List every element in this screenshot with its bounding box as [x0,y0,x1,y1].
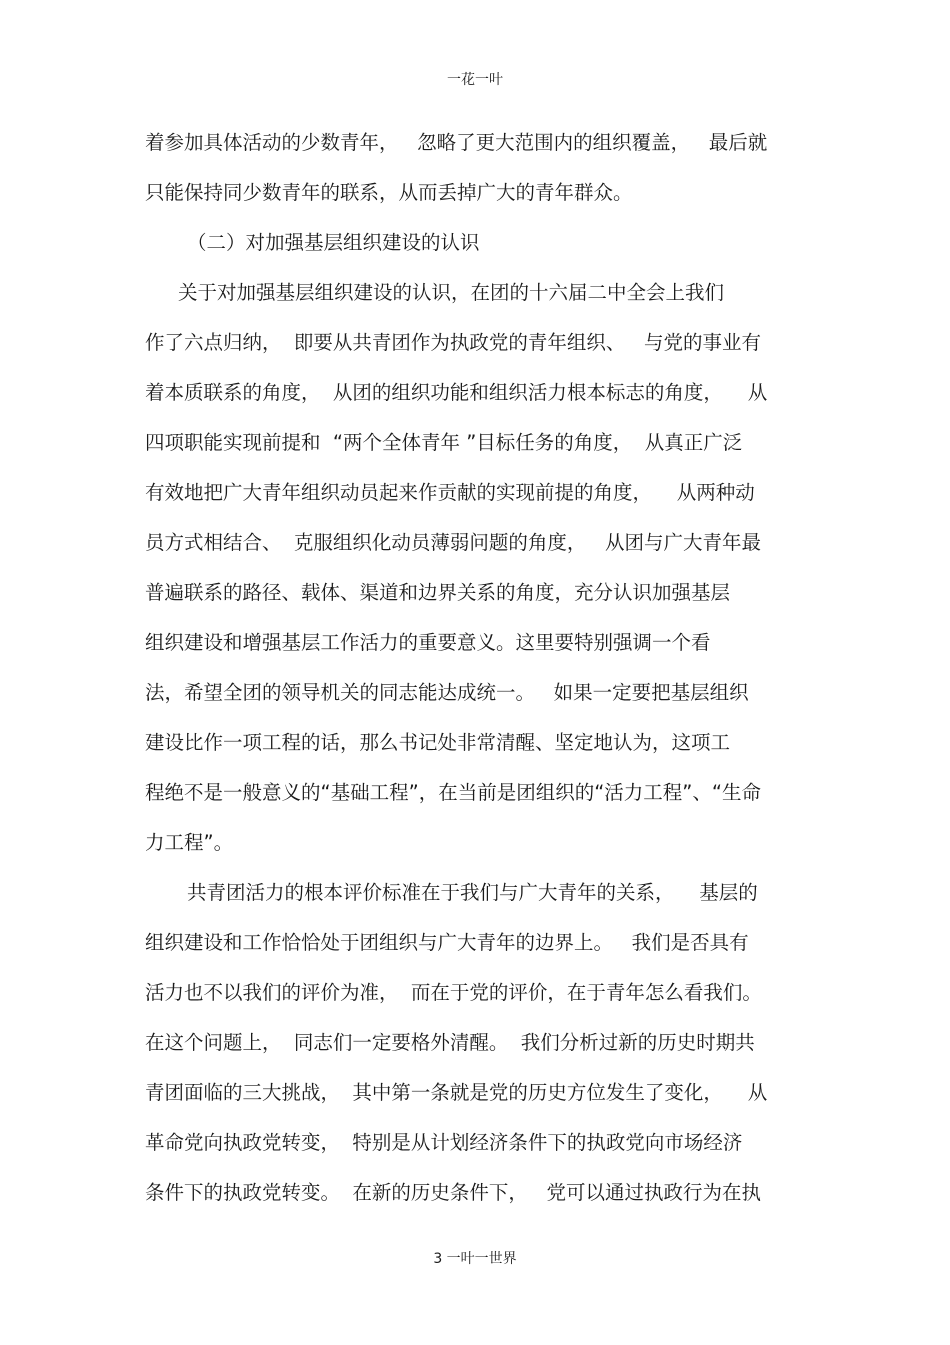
section-heading: （二）对加强基层组织建设的认识 [187,231,480,254]
text-line: 法，希望全团的领导机关的同志能达成统一。 如果一定要把基层组织 [145,681,749,704]
text-line: 着参加具体活动的少数青年， 忽略了更大范围内的组织覆盖， 最后就 [145,131,768,154]
text-line: 条件下的执政党转变。 在新的历史条件下， 党可以通过执政行为在执 [145,1181,761,1204]
text-line: 建设比作一项工程的话，那么书记处非常清醒、坚定地认为，这项工 [145,731,731,754]
text-line: 只能保持同少数青年的联系，从而丢掉广大的青年群众。 [145,181,633,204]
text-line: 青团面临的三大挑战， 其中第一条就是党的历史方位发生了变化， 从 [145,1081,768,1104]
text-line: 员方式相结合、 克服组织化动员薄弱问题的角度， 从团与广大青年最 [145,531,761,554]
page-footer: 3 一叶一世界 [433,1251,517,1267]
text-line: 活力也不以我们的评价为准， 而在于党的评价，在于青年怎么看我们。 [145,981,762,1004]
text-line: 关于对加强基层组织建设的认识，在团的十六届二中全会上我们 [178,281,725,304]
text-line: 共青团活力的根本评价标准在于我们与广大青年的关系， 基层的 [187,881,758,904]
text-line: 着本质联系的角度， 从团的组织功能和组织活力根本标志的角度， 从 [145,381,768,404]
text-line: 革命党向执政党转变， 特别是从计划经济条件下的执政党向市场经济 [145,1131,743,1154]
text-line: 程绝不是一般意义的“基础工程”，在当前是团组织的“活力工程”、“生命 [145,781,762,804]
text-line: 力工程”。 [145,831,234,854]
text-line: 作了六点归纳， 即要从共青团作为执政党的青年组织、 与党的事业有 [145,331,761,354]
text-line: 组织建设和增强基层工作活力的重要意义。这里要特别强调一个看 [145,631,711,654]
text-line: 有效地把广大青年组织动员起来作贡献的实现前提的角度， 从两种动 [145,481,755,504]
text-line: 普遍联系的路径、载体、渠道和边界关系的角度，充分认识加强基层 [145,581,731,604]
page-header: 一花一叶 [447,72,503,88]
text-line: 四项职能实现前提和 “两个全体青年 ”目标任务的角度， 从真正广泛 [145,431,743,454]
text-line: 在这个问题上， 同志们一定要格外清醒。 我们分析过新的历史时期共 [145,1031,755,1054]
text-line: 组织建设和工作恰恰处于团组织与广大青年的边界上。 我们是否具有 [145,931,749,954]
